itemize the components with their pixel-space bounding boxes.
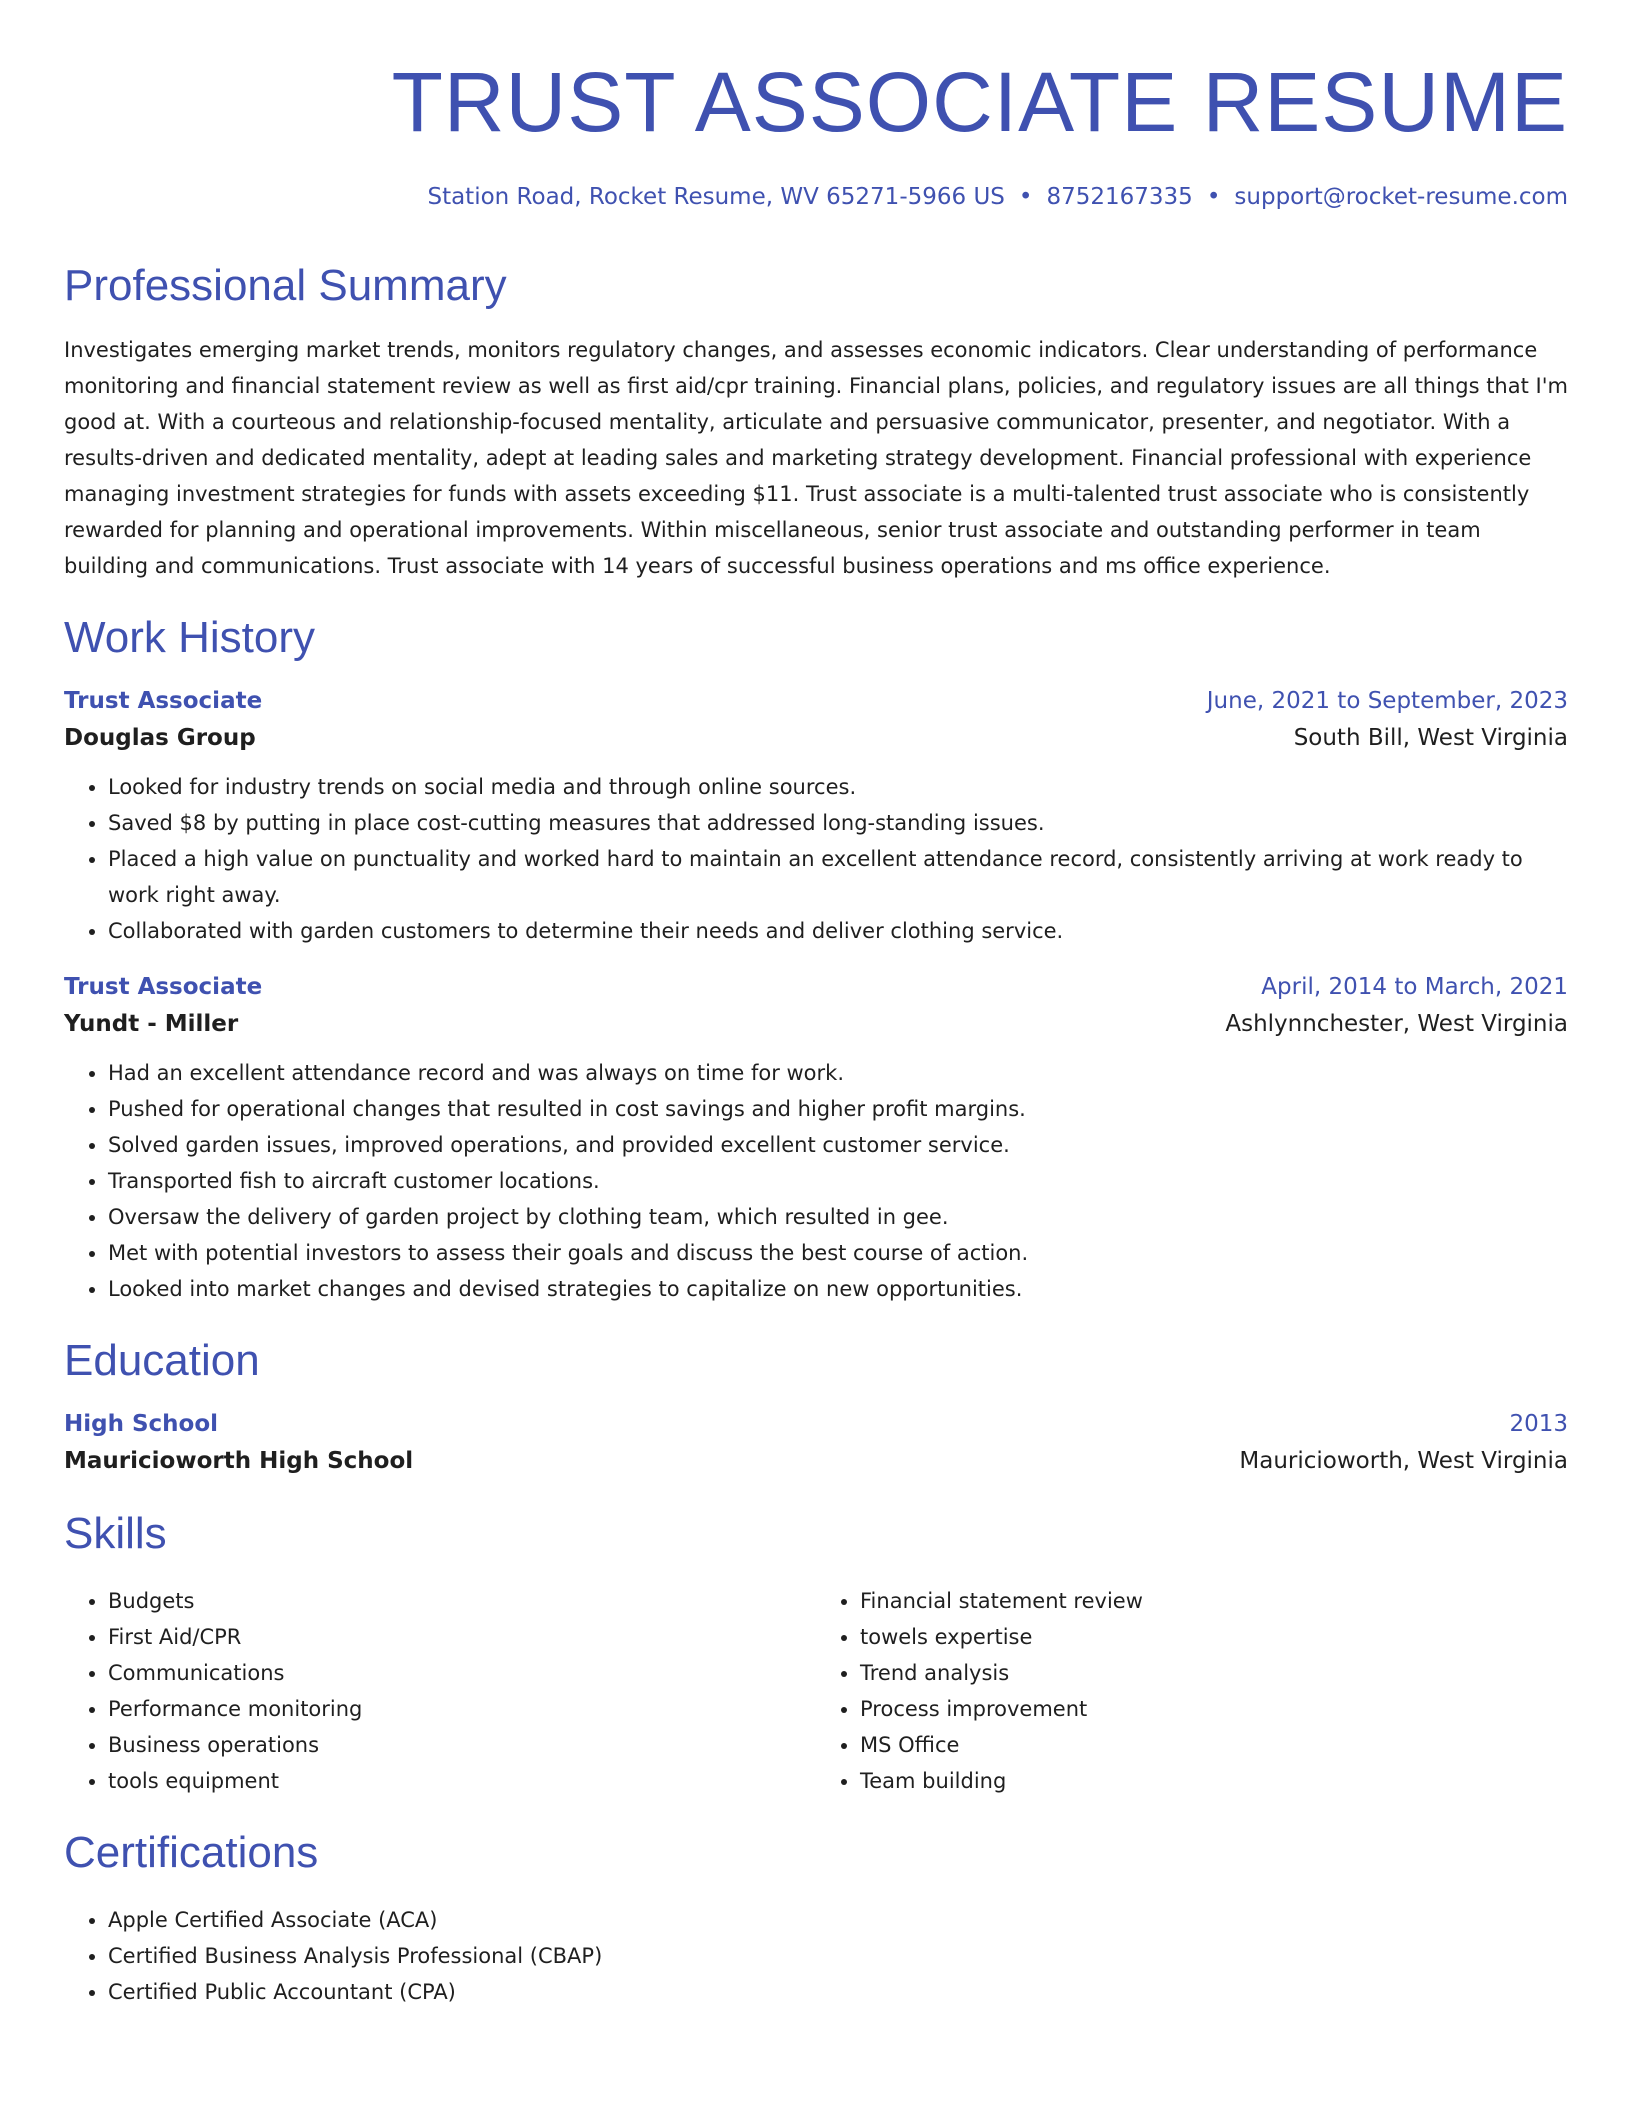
list-item: • Transported fish to aircraft customer locations. — [108, 1163, 1568, 1199]
list-item: • Looked for industry trends on social media and through online sources. — [108, 769, 1568, 805]
list-item: • Had an excellent attendance record and was always on time for work. — [108, 1055, 1568, 1091]
list-item: • MS Office — [860, 1727, 1568, 1763]
education-school: Mauricioworth High School — [64, 1447, 414, 1474]
list-item: • Solved garden issues, improved operations, and provided excellent customer service. — [108, 1127, 1568, 1163]
resume-header — [64, 55, 1568, 212]
list-item: • tools equipment — [108, 1763, 816, 1799]
list-item: • First Aid/CPR — [108, 1619, 816, 1655]
list-item: • Placed a high value on punctuality and worked hard to maintain an excellent attendance record, consistently arriving at work ready to work right away. — [108, 841, 1568, 913]
list-item: • Certified Public Accountant (CPA) — [108, 1974, 1568, 2010]
section-title-summary: Professional Summary — [64, 260, 507, 310]
section-title-skills: Skills — [64, 1508, 167, 1558]
job-company-row — [64, 1005, 1568, 1043]
skills-columns — [64, 1583, 1568, 1799]
job-entry — [64, 969, 1568, 1307]
list-item: • Saved $8 by putting in place cost-cutting measures that addressed long-standing issues. — [108, 805, 1568, 841]
education-entry — [64, 1406, 1568, 1480]
job-location: South Bill, West Virginia — [1293, 725, 1568, 752]
certifications-section — [64, 1827, 1568, 2010]
contact-separator: • — [1018, 184, 1033, 210]
job-bullets — [64, 769, 1568, 949]
list-item: • Process improvement — [860, 1691, 1568, 1727]
list-item: • Certified Business Analysis Professional (CBAP) — [108, 1938, 1568, 1974]
skills-section — [64, 1508, 1568, 1799]
summary-text: Investigates emerging market trends, monitors regulatory changes, and assesses economic indicators. Clear understanding of performance monitoring and financial statement review as well as first aid/cpr training. Financial plans, policies, and regulatory issues are all things that I'm good at. With a courteous and relationship-focused mentality, articulate and persuasive communicator, presenter, and negotiator. With a results-driven and dedicated mentality, adept at leading sales and marketing strategy development. Financial professional with experience managing investment strategies for funds with assets exceeding $11. Trust associate is a multi-talented trust associate who is consistently rewarded for planning and operational improvements. Within miscellaneous, senior trust associate and outstanding performer in team building and communications. Trust associate with 14 years of successful business operations and ms office experience. — [64, 338, 1568, 579]
list-item: • Trend analysis — [860, 1655, 1568, 1691]
job-location: Ashlynnchester, West Virginia — [1225, 1011, 1568, 1038]
skills-list-left — [64, 1583, 816, 1799]
education-year: 2013 — [1509, 1410, 1568, 1437]
job-title: Trust Associate — [64, 974, 263, 1001]
job-dates: April, 2014 to March, 2021 — [1261, 974, 1568, 1001]
contact-phone: 8752167335 — [1046, 184, 1193, 210]
list-item: • towels expertise — [860, 1619, 1568, 1655]
list-item: • Looked into market changes and devised strategies to capitalize on new opportunities. — [108, 1271, 1568, 1307]
list-item: • Team building — [860, 1763, 1568, 1799]
list-item: • Financial statement review — [860, 1583, 1568, 1619]
job-header-row — [64, 683, 1568, 719]
education-location: Mauricioworth, West Virginia — [1239, 1447, 1568, 1474]
education-section — [64, 1335, 1568, 1480]
job-header-row — [64, 969, 1568, 1005]
contact-email: support@rocket-resume.com — [1234, 184, 1568, 210]
contact-separator: • — [1206, 184, 1221, 210]
list-item: • Apple Certified Associate (ACA) — [108, 1902, 1568, 1938]
list-item: • Oversaw the delivery of garden project by clothing team, which resulted in gee. — [108, 1199, 1568, 1235]
job-entry — [64, 683, 1568, 949]
section-title-certifications: Certifications — [64, 1827, 319, 1877]
contact-address: Station Road, Rocket Resume, WV 65271-5966 US — [427, 184, 1005, 210]
education-degree: High School — [64, 1410, 219, 1437]
list-item: • Budgets — [108, 1583, 816, 1619]
section-title-education: Education — [64, 1336, 260, 1386]
job-bullets — [64, 1055, 1568, 1307]
list-item: • Met with potential investors to assess their goals and discuss the best course of action. — [108, 1235, 1568, 1271]
certifications-list — [64, 1902, 1568, 2010]
job-title: Trust Associate — [64, 688, 263, 715]
list-item: • Communications — [108, 1655, 816, 1691]
contact-line — [64, 184, 1568, 212]
list-item: • Collaborated with garden customers to determine their needs and deliver clothing service. — [108, 913, 1568, 949]
resume-title: TRUST ASSOCIATE RESUME — [391, 55, 1568, 149]
section-title-work-history: Work History — [64, 613, 315, 663]
education-school-row — [64, 1442, 1568, 1480]
list-item: • Pushed for operational changes that resulted in cost savings and higher profit margins. — [108, 1091, 1568, 1127]
job-company: Yundt - Miller — [64, 1011, 239, 1038]
list-item: • Performance monitoring — [108, 1691, 816, 1727]
job-company-row — [64, 719, 1568, 757]
job-dates: June, 2021 to September, 2023 — [1206, 688, 1568, 715]
work-history-section — [64, 612, 1568, 1307]
professional-summary-section — [64, 260, 1568, 585]
skills-list-right — [816, 1583, 1568, 1799]
education-header-row — [64, 1406, 1568, 1442]
job-company: Douglas Group — [64, 725, 256, 752]
list-item: • Business operations — [108, 1727, 816, 1763]
